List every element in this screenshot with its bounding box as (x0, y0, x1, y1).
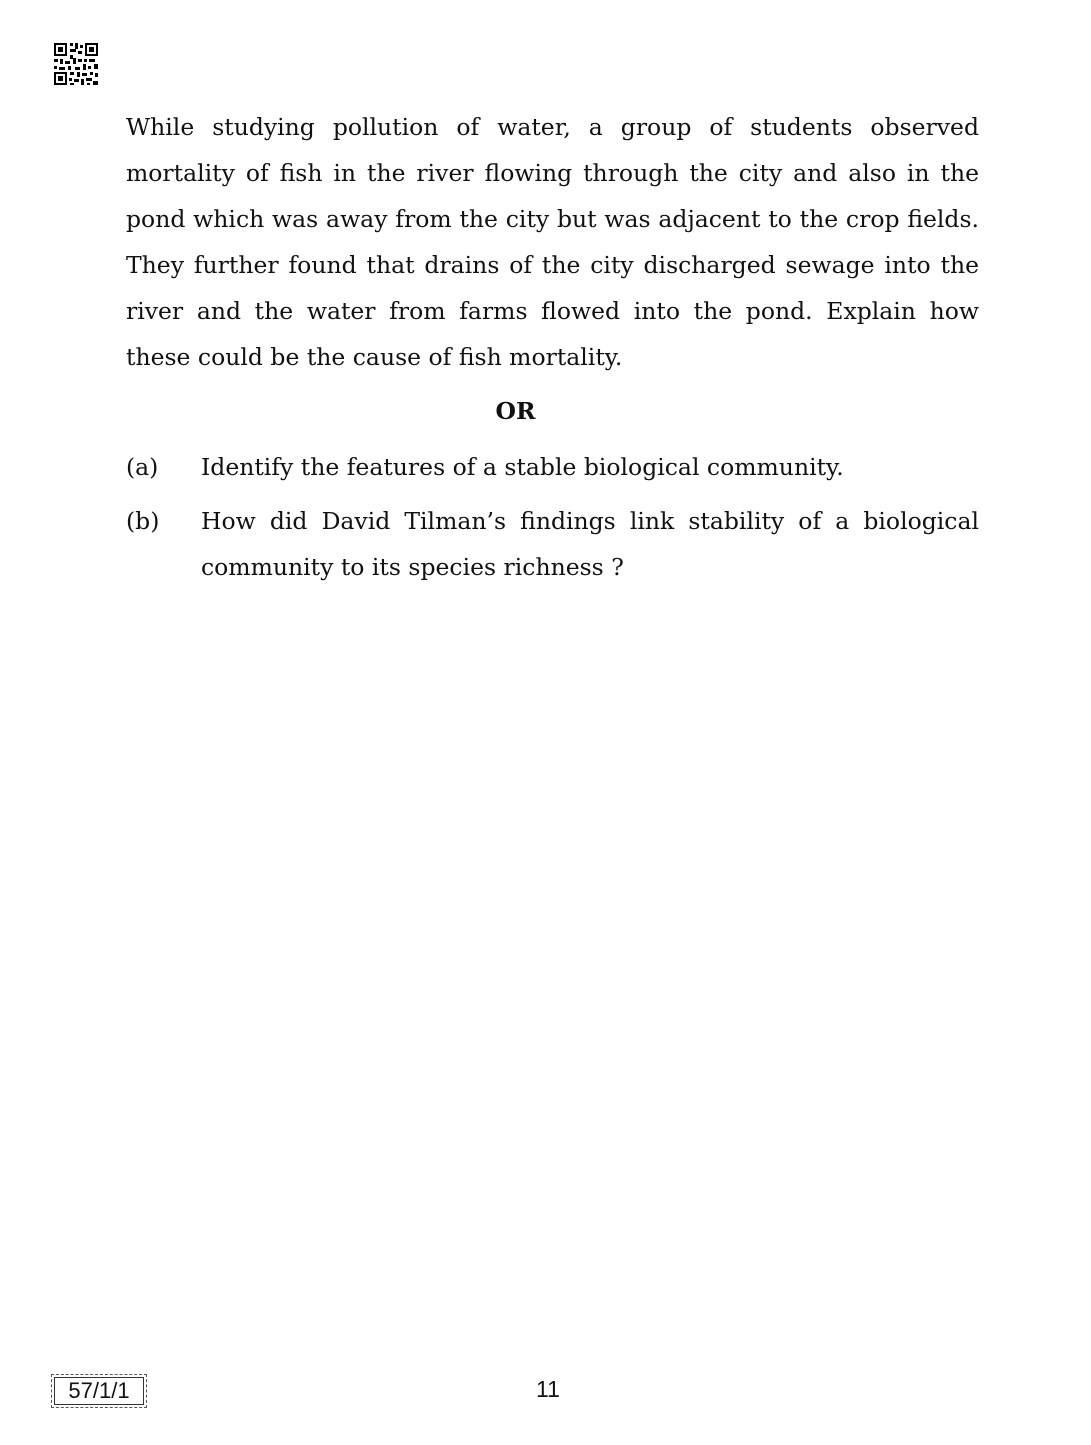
paper-code: 57/1/1 (54, 1377, 144, 1405)
item-text-a: Identify the features of a stable biological community. (201, 453, 844, 481)
item-marker-b: (b) (126, 507, 160, 535)
or-heading: OR (495, 397, 536, 425)
alternative-item-a (126, 444, 979, 490)
page-number: 11 (536, 1376, 560, 1402)
qr-code-icon (53, 42, 99, 86)
alternative-item-b (126, 498, 979, 590)
question-text: While studying pollution of water, a group of students observed mortality of fish in the river flowing through the city and also in the pond which was away from the city but was adjacent to the crop fields. They further found that drains of the city discharged sewage into the river and the water from farms flowed into the pond. Explain how these could be the cause of fish mortality. (126, 113, 979, 371)
item-text-b: How did David Tilman’s findings link stability of a biological community to its species richness ? (201, 507, 979, 581)
item-marker-a: (a) (126, 453, 159, 481)
paper-code-box (51, 1374, 147, 1408)
